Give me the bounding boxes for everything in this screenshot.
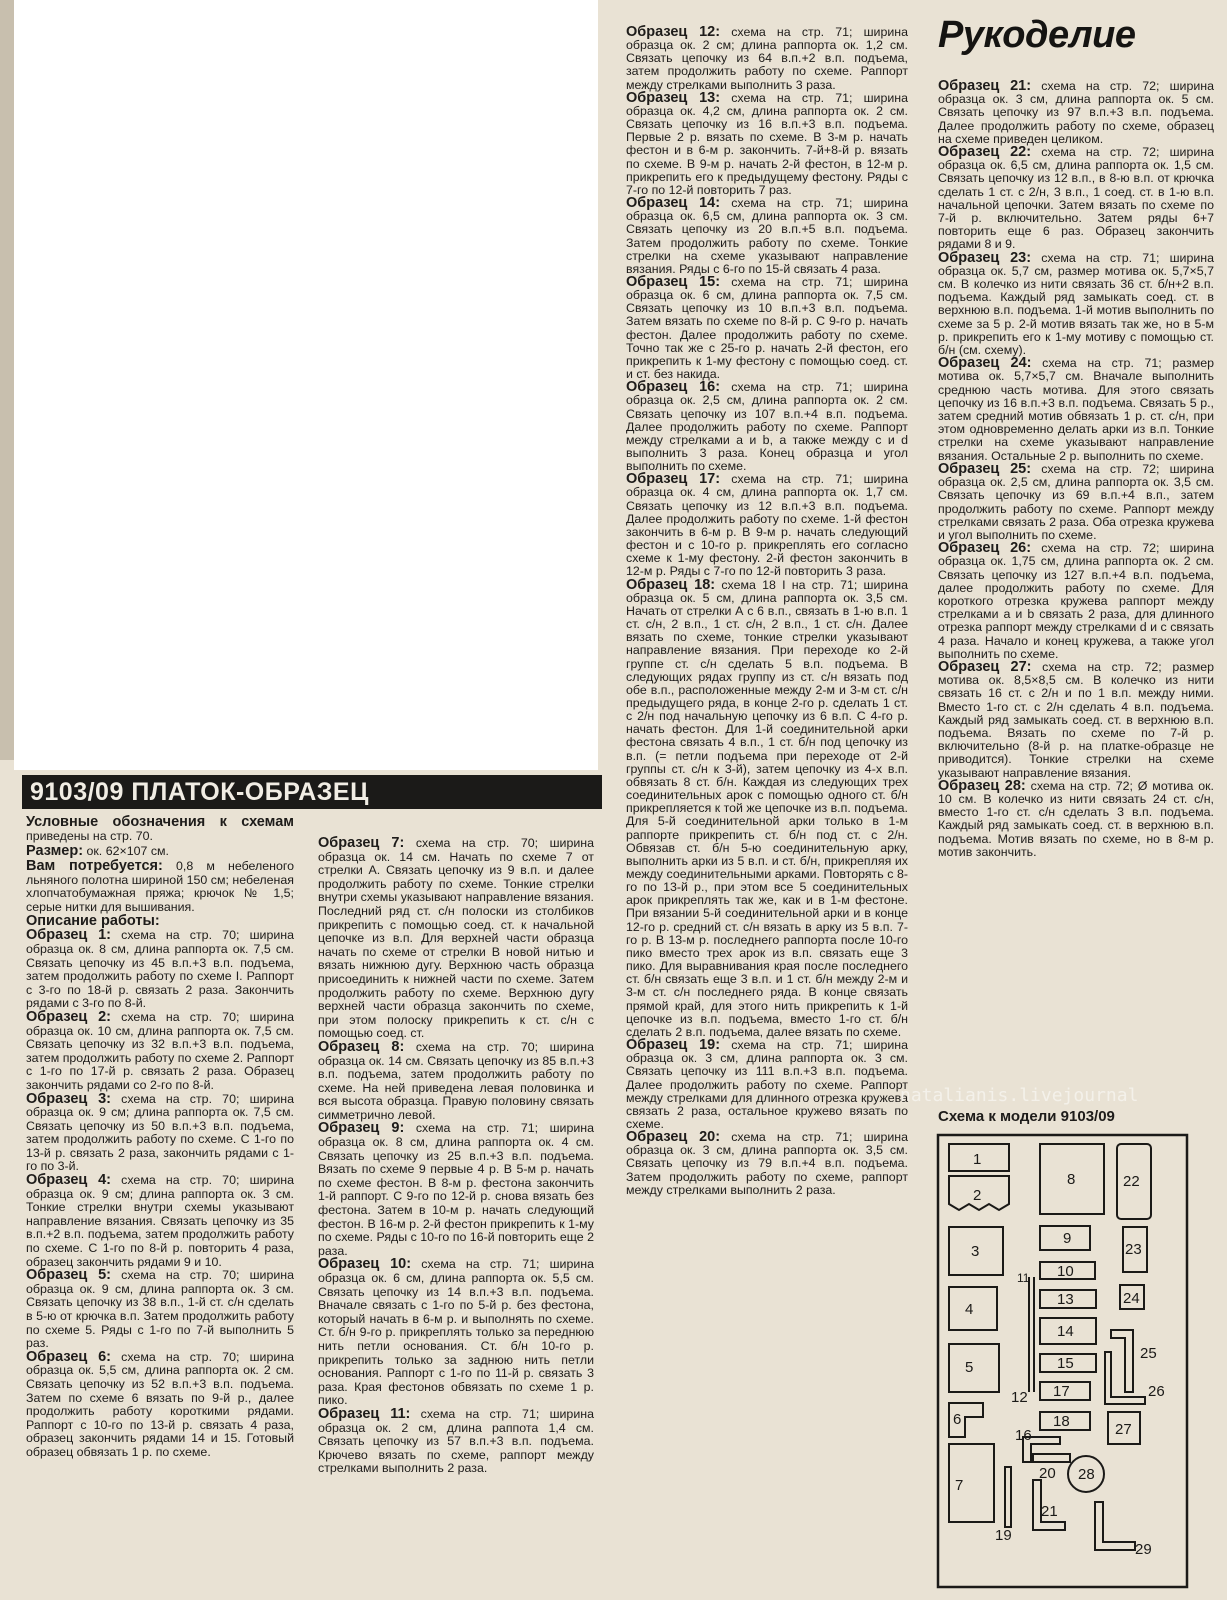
size-text: ок. 62×107 см. <box>86 843 169 858</box>
sample-10: Образец 10: схема на стр. 71; ширина образца ок. 6 см, длина раппорта ок. 5,5 см. Связать цепочку из 14 в.п.+3 в.п. подъема. Вначале связать с 1-го по 5-й р. без фестона, который начать в 6-м р. и выполнять по схеме. Ст. б/н 9-го р. прикреплять только за переднюю нить петли основания. Ст. б/н 10-го р. прикрепить только за заднюю нить петли основания. Раппорт с 1-го по 11-й р. связать 3 раза. Края фестонов обвязать по схеме 1 р. пико. <box>318 1256 594 1408</box>
scheme-label-24: 24 <box>1123 1290 1140 1307</box>
sample-16: Образец 16: схема на стр. 71; ширина образца ок. 2,5 см, длина раппорта ок. 2 см. Связать цепочку из 107 в.п.+4 в.п. подъема. Далее продолжить работу по схеме. Раппорт между стрелками a и b, а также между c и d выполнить 3 раза. Конец образца и угол выполнить по схеме. <box>626 379 908 474</box>
scheme-label-1: 1 <box>973 1151 982 1168</box>
sample-5: Образец 5: схема на стр. 70; ширина образца ок. 9 см, длина раппорта ок. 3 см. Связать цепочку из 38 в.п., 1-й ст. с/н сделать в 5-ю от крючка в.п. Затем продолжить работу по схеме 5. Ряды с 1-го по 7-й выполнить 5 раз. <box>26 1267 294 1351</box>
scheme-label-11: 11 <box>1017 1271 1030 1285</box>
article-title: 9103/09 ПЛАТОК-ОБРАЗЕЦ <box>22 775 602 809</box>
sample-6: Образец 6: схема на стр. 70; ширина образца ок. 5,5 см, длина раппорта ок. 2 см. Связать цепочку из 52 в.п.+3 в.п. подъема. Затем по схеме 6 вязать по 9-й р., далее продолжить работу короткими рядами. Раппорт с 10-го по 13-й р. связать 4 раза, образец закончить рядами 14 и 15. Готовый образец обвязать 1 р. по схеме. <box>26 1348 294 1459</box>
scheme-block-19 <box>1005 1467 1011 1527</box>
scheme-label-20: 20 <box>1039 1465 1056 1482</box>
sample-17: Образец 17: схема на стр. 71; ширина образца ок. 4 см, длина раппорта ок. 1,7 см. Связать цепочку из 12 в.п.+3 в.п. подъема. Далее продолжить работу по схеме. 1-й фестон закончить в 6-м р. В 9-м р. начать следующий фестон и с 10-го р. прикреплять его согласно схеме к 1-му фестону. 2-й фестон закончить в 12-м р. Ряды с 7-го по 12-й повторить 3 раза. <box>626 471 908 579</box>
legend-text: приведены на стр. 70. <box>26 829 153 843</box>
work-label: Описание работы: <box>26 913 160 930</box>
column-b <box>318 837 594 1476</box>
scheme-label-28: 28 <box>1078 1466 1095 1483</box>
sample-24: Образец 24: схема на стр. 71; размер мотива ок. 5,7×5,7 см. Вначале выполнить среднюю часть мотива. Для этого связать цепочку из 16 в.п.+3 в.п. подъема. Связать 5 р., затем средний мотив обвязать 1 р. ст. с/н, при этом одновременно делать арки из в.п. Тонкие стрелки на схеме указывают направление вязания. Остальные 2 р. выполнить по схеме. <box>938 355 1214 463</box>
magazine-title: Рукоделие <box>938 14 1136 56</box>
scheme-label-8: 8 <box>1067 1171 1076 1188</box>
scheme-label-19: 19 <box>995 1527 1012 1544</box>
scheme-label-14: 14 <box>1057 1323 1074 1340</box>
sample-9: Образец 9: схема на стр. 71; ширина образца ок. 8 см, длина раппорта ок. 4 см. Связать цепочку из 25 в.п.+3 в.п. подъема. Вязать по схеме 9 первые 4 р. В 5-м р. начать по схеме фестон. В 8-м р. фестона закончить 1-й раппорт. С 9-го по 12-й р. снова вязать без фестона. Затем в 10-м р. начать следующий фестон. В 16-м р. 2-й фестон прикрепить к 1-му по схеме. Ряды с 10-го по 16-й повторить еще 2 раза. <box>318 1120 594 1258</box>
scheme-label-21: 21 <box>1041 1503 1058 1520</box>
scheme-label-5: 5 <box>965 1359 974 1376</box>
scheme-label-25: 25 <box>1140 1345 1157 1362</box>
sample-13: Образец 13: схема на стр. 71; ширина образца ок. 4,2 см, длина раппорта ок. 2 см. Связать цепочку из 16 в.п.+3 в.п. подъема. Первые 2 р. вязать по схеме. В 3-м р. начать фестон и в 6-м р. закончить. 7-й+8-й р. вязать по схеме. В 9-м р. начать 2-й фестон, в 12-м р. прикрепить его к предыдущему фестону. Ряды с 7-го по 12-й повторить 7 раз. <box>626 89 908 197</box>
scheme-label-4: 4 <box>965 1301 974 1318</box>
scheme-label-3: 3 <box>971 1243 980 1260</box>
scheme-label-2: 2 <box>973 1187 982 1204</box>
scheme-block-25 <box>1111 1330 1133 1392</box>
scheme-label-26: 26 <box>1148 1383 1165 1400</box>
sample-21: Образец 21: схема на стр. 72; ширина образца ок. 3 см, длина раппорта ок. 5 см. Связать цепочку из 97 в.п.+3 в.п. подъема. Далее продолжить работу по схеме, образец на схеме приведен целиком. <box>938 78 1214 146</box>
sample-7: Образец 7: схема на стр. 70; ширина образца ок. 14 см. Начать по схеме 7 от стрелки А. Связать цепочку из 9 в.п. и далее продолжить работу по схеме. Тонкие стрелки внутри схемы указывают направление вязания. Последний ряд ст. с/н полоски из столбиков прикрепить с помощью соед. ст. к начальной цепочке из в.п. Для верхней части образца начать по схеме от стрелки В новой нитью и вязать нижнюю дугу. Верхнюю часть образца присоединить к нижней части по схеме. Затем продолжить работу по схеме. Верхнюю дугу верхней части образца закончить по схеме, при этом полоску прикрепить к ст. с/н с помощью соед. ст. <box>318 835 594 1041</box>
need-label: Вам потребуется: <box>26 857 163 874</box>
scheme-label-16: 16 <box>1015 1427 1032 1444</box>
sample-19: Образец 19: схема на стр. 71; ширина образца ок. 3 см, длина раппорта ок. 3 см. Связать цепочку из 111 в.п.+3 в.п. подъема. Далее продолжить работу по схеме. Раппорт между стрелками для длинного отрезка кружева связать 2 раза, остальное кружево вязать по схеме. <box>626 1037 908 1131</box>
scheme-label-22: 22 <box>1123 1173 1140 1190</box>
scheme-title: Схема к модели 9103/09 <box>938 1108 1115 1125</box>
scheme-block-5 <box>949 1344 999 1392</box>
sample-1: Образец 1: схема на стр. 70; ширина образца ок. 8 см, длина раппорта ок. 7,5 см. Связать цепочку из 45 в.п.+3 в.п. подъема, затем продолжить работу по схеме I. Раппорт с 3-го по 18-й р. связать 2 раза. Закончить рядами с 3-го по 8-й. <box>26 927 294 1011</box>
scheme-label-23: 23 <box>1125 1241 1142 1258</box>
sample-22: Образец 22: схема на стр. 72; ширина образца ок. 6,5 см, длина раппорта ок. 1,5 см. Связать цепочку из 12 в.п., в 8-ю в.п. от крючка сделать 1 ст. с 2/н, 3 в.п., 1 соед. ст. в 1-ю в.п. начальной цепочки. Затем вязать по схеме по 7-й р. включительно. Затем ряды 6+7 повторить еще 6 раз. Образец закончить рядами 8 и 9. <box>938 144 1214 252</box>
column-d <box>938 80 1214 859</box>
scheme-block-20 <box>1033 1454 1070 1462</box>
sample-14: Образец 14: схема на стр. 71; ширина образца ок. 6,5 см, длина раппорта ок. 3 см. Связать цепочку из 20 в.п.+5 в.п. подъема. Затем продолжить работу по схеме. Тонкие стрелки на схеме указывают направление вязания. Ряды с 6-го по 15-й связать 4 раза. <box>626 195 908 276</box>
sample-2: Образец 2: схема на стр. 70; ширина образца ок. 10 см, длина раппорта ок. 7,5 см. Связать цепочку из 32 в.п.+3 в.п. подъема, затем продолжить работу по схеме 2. Раппорт с 1-го по 17-й р. связать 2 раза. Образец закончить рядами со 2-го по 8-й. <box>26 1008 294 1092</box>
sample-18: Образец 18: схема 18 I на стр. 71; ширина образца ок. 5 см, длина раппорта ок. 3,5 см. Начать от стрелки А с 6 в.п., связать в 1-ю в.п. 1 ст. с/н, 2 в.п., 1 ст. с/н, 2 в.п., 1 ст. с/н. Далее вязать по схеме, тонкие стрелки указывают направление вязания. При переходе ко 2-й группе ст. с/н сделать 5 в.п. подъема. В следующих рядах группу из ст. с/н вязать под обе в.п., расположенные между 2-м и 3-м ст. с/н предыдущего ряда, в конце 2-го р. сделать 1 ст. с 2/н под начальную цепочку из 6 в.п. С 4-го р. начать фестон. Для 1-й соединительной арки фестона связать 4 в.п., 1 ст. б/н под цепочку из в.п. (= петли подъема при переходе от 2-й группы ст. с/н к 3-й), затем цепочку из 4-х в.п. обвязать 8 ст. б/н. Каждая из следующих трех соединительных арок с помощью одного ст. б/н прикрепляется к той же цепочке из в.п. подъема. Для 5-й соединительной арки только в 1-м раппорте прикрепить ст. б/н под ст. с 2/н. Обвязав ст. б/н 5-ю соединительную арку, выполнить арки из 5 в.п. и ст. б/н, прикрепляя их между соединительными арками. Повторять с 8-го по 13-й р., при этом все 5 соединительных арок прикреплять так же, как и в 1-м фестоне. При вязании 5-й соединительной арки и в конце 12-го р. средний ст. с/н вязать в арку из 5 в.п. 7-го р. В 13-м р. последнего раппорта после 10-го пико вместо трех арок из в.п. связать еще 3 пико. Для выравнивания края после последнего ст. б/н связать еще 3 в.п. и 1 ст. б/н между 2-м и 3-м ст. с/н последнего ряда. В конце связать прямой край, для этого нить прикрепить к 1-й цепочке из в.п. подъема, вместо 1-го ст. б/н сделать 2 в.п. подъема, далее вязать по схеме. <box>626 576 908 1039</box>
sample-12: Образец 12: схема на стр. 71; ширина образца ок. 2 см; длина раппорта ок. 1,2 см. Связать цепочку из 64 в.п.+2 в.п. подъема, затем продолжить работу по схеме. Раппорт между стрелками выполнить 3 раза. <box>626 24 908 92</box>
column-c <box>626 26 908 1197</box>
scheme-label-12: 12 <box>1011 1389 1028 1406</box>
sample-28: Образец 28: схема на стр. 72; Ø мотива ок. 10 см. В колечко из нити связать 24 ст. с/н, вместо 1-го ст. с/н сделать 3 в.п. подъема. Каждый ряд замыкать соед. ст. в верхнюю в.п. подъема. Мотив вязать по схеме, но в 8-м р. мотив закончить. <box>938 777 1214 859</box>
scheme-label-10: 10 <box>1057 1263 1074 1280</box>
scheme-label-18: 18 <box>1053 1413 1070 1430</box>
need-text: 0,8 м небеленого льняного полотна шириной 150 см; небеленая хлопчатобумажная пряжа; крючок № 1,5; серые нитки для вышивания. <box>26 858 295 914</box>
layout-scheme-svg <box>935 1132 1190 1592</box>
watermark: natalianis.livejournal <box>900 1085 1139 1106</box>
sample-26: Образец 26: схема на стр. 72; ширина образца ок. 1,75 см, длина раппорта ок. 2 см. Связать цепочку из 127 в.п.+4 в.п. подъема, далее продолжить работу по схеме. Для короткого отрезка кружева раппорт между стрелками a и b связать 2 раза, для длинного отрезка раппорт между стрелками d и c связать 4 раза. Начало и конец кружева, а также угол выполнить по схеме. <box>938 540 1214 661</box>
scheme-label-6: 6 <box>953 1411 962 1428</box>
column-a <box>26 815 294 1460</box>
scheme-label-15: 15 <box>1057 1355 1074 1372</box>
sample-20: Образец 20: схема на стр. 71; ширина образца ок. 3 см, длина раппорта ок. 3,5 см. Связать цепочку из 79 в.п.+4 в.п. подъема. Затем продолжить работу по схеме, раппорт между стрелками выполнить 2 раза. <box>626 1129 908 1197</box>
sample-15: Образец 15: схема на стр. 71; ширина образца ок. 6 см, длина раппорта ок. 7,5 см. Связать цепочку из 10 в.п.+3 в.п. подъема. Затем вязать по схеме по 8-й р. С 9-го р. начать фестон. Далее продолжить работу по схеме. Точно так же с 25-го р. начать 2-й фестон, его прикрепить к 1-му фестону с помощью соед. ст. и ст. без накида. <box>626 273 908 382</box>
scheme-label-9: 9 <box>1063 1230 1072 1247</box>
scheme-label-17: 17 <box>1053 1383 1070 1400</box>
sample-23: Образец 23: схема на стр. 71; ширина образца ок. 5,7 см, размер мотива ок. 5,7×5,7 см. В колечко из нити связать 36 ст. б/н+2 в.п. подъема. Каждый ряд замыкать соед. ст. в верхнюю в.п. подъема. 1-й мотив выполнить по схеме за 5 р. 2-й мотив вязать так же, но в 5-м р. прикрепить его к 1-му мотиву с помощью ст. б/н (см. схему). <box>938 249 1214 358</box>
legend-label: Условные обозначения к схемам <box>26 814 294 830</box>
sample-25: Образец 25: схема на стр. 72; ширина образца ок. 2,5 см, длина раппорта ок. 3,5 см. Связать цепочку из 69 в.п.+4 в.п., затем продолжить работу по схеме. Раппорт между стрелками связать 2 раза. Оба отрезка кружева и угол выполнить по схеме. <box>938 460 1214 542</box>
scheme-label-13: 13 <box>1057 1291 1074 1308</box>
sample-11: Образец 11: схема на стр. 71; ширина образца ок. 2 см, длина раппота 1,4 см. Связать цепочку из 57 в.п.+3 в.п. подъема. Крючево вязать по схеме, раппорт между стрелками выполнить 2 раза. <box>318 1405 594 1476</box>
sample-27: Образец 27: схема на стр. 72; размер мотива ок. 8,5×8,5 см. В колечко из нити связать 16 ст. с 2/н и по 1 в.п. между ними. Вместо 1-го ст. с 2/н сделать 4 в.п. подъема. Каждый ряд замыкать соед. ст. в верхнюю в.п. подъема. Вязать по схеме по 7-й р. включительно (8-й р. на платке-образце не приводится). Тонкие стрелки на схеме указывают направление вязания. <box>938 658 1214 780</box>
sample-3: Образец 3: схема на стр. 70; ширина образца ок. 9 см; длина раппорта ок. 7,5 см. Связать цепочку из 50 в.п.+3 в.п. подъема, затем продолжить работу по схеме. С 1-го по 13-й р. связать 2 раза, закончить рядами с 1-го по 3-й. <box>26 1090 294 1174</box>
sample-4: Образец 4: схема на стр. 70; ширина образца ок. 9 см; длина раппорта ок. 3 см. Тонкие стрелки внутри схемы указывают направление вязания. Связать цепочку из 35 в.п.+2 в.п. подъема, затем продолжить работу по схеме. С 1-го по 8-й р. повторить 4 раза, образец закончить рядами 9 и 10. <box>26 1172 294 1269</box>
scheme-label-7: 7 <box>955 1477 964 1494</box>
sample-8: Образец 8: схема на стр. 70; ширина образца ок. 14 см. Связать цепочку из 85 в.п.+3 в.п. подъема, затем продолжить работу по схеме. На ней приведена левая половинка и вся высота образца. Правую половину связать симметрично левой. <box>318 1038 594 1122</box>
scheme-block-29 <box>1095 1502 1135 1550</box>
scheme-label-27: 27 <box>1115 1421 1132 1438</box>
blank-cutout-area <box>14 0 598 770</box>
layout-scheme <box>935 1132 1190 1592</box>
scheme-label-29: 29 <box>1135 1541 1152 1558</box>
size-label: Размер: <box>26 842 84 859</box>
